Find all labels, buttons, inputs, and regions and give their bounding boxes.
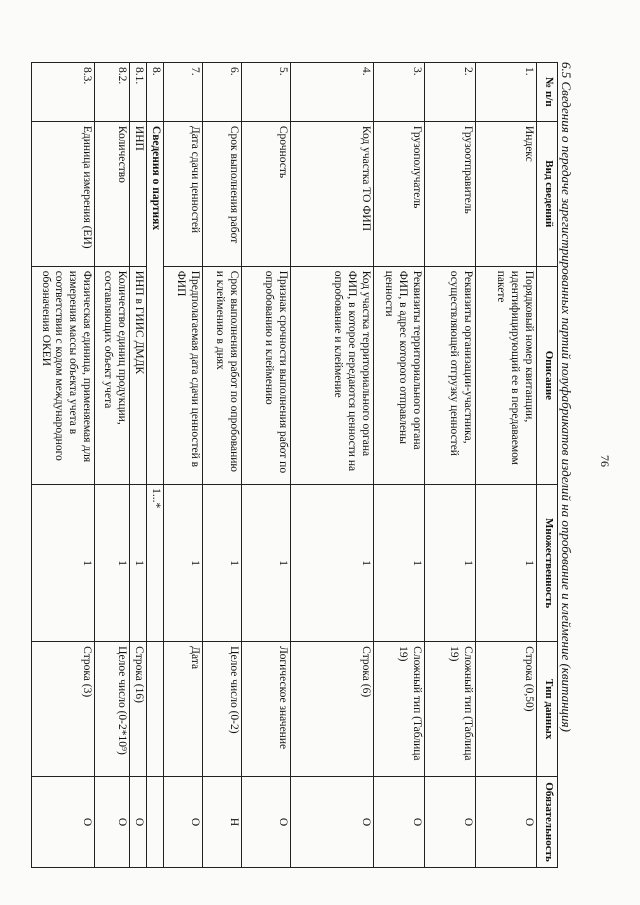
row-required: О — [291, 777, 374, 868]
row-required — [147, 777, 164, 868]
row-required: О — [32, 777, 95, 868]
row-number: 1. — [476, 63, 537, 122]
column-header: № п/п — [537, 63, 558, 122]
row-required: Н — [203, 777, 242, 868]
table-row — [203, 63, 242, 868]
row-multiplicity: 1 — [130, 485, 147, 642]
row-multiplicity: 1...* — [147, 485, 164, 642]
row-kind: Грузоотправитель — [425, 121, 476, 266]
column-header: Вид сведений — [537, 121, 558, 266]
table-header-row — [537, 63, 558, 868]
row-multiplicity: 1 — [164, 485, 203, 642]
row-multiplicity: 1 — [291, 485, 374, 642]
row-number: 7. — [164, 63, 203, 122]
row-type: Сложный тип (Таблица 19) — [374, 642, 425, 777]
row-number: 2. — [425, 63, 476, 122]
row-multiplicity: 1 — [203, 485, 242, 642]
table-row — [242, 63, 291, 868]
row-required: О — [476, 777, 537, 868]
row-multiplicity: 1 — [425, 485, 476, 642]
table-row — [374, 63, 425, 868]
row-type — [147, 642, 164, 777]
row-number: 6. — [203, 63, 242, 122]
page-number: 76 — [598, 455, 612, 467]
row-description: Код участка территориального органа ФИП, в которое передаются ценности на опробование и клеймение — [291, 266, 374, 484]
row-type: Строка (16) — [130, 642, 147, 777]
row-type: Целое число (0-2) — [203, 642, 242, 777]
row-kind: Срочность — [242, 121, 291, 266]
column-header: Множественность — [537, 485, 558, 642]
row-type: Целое число (0-2*10⁹) — [95, 642, 130, 777]
row-description: Срок выполнения работ по опробованию и клеймению в днях — [203, 266, 242, 484]
row-number: 8.1. — [130, 63, 147, 122]
table-row — [164, 63, 203, 868]
row-multiplicity: 1 — [32, 485, 95, 642]
row-description: Реквизиты территориального органа ФИП, в адрес которого отправлены ценности — [374, 266, 425, 484]
row-required: О — [242, 777, 291, 868]
row-kind: ИНП — [130, 121, 147, 266]
row-kind: Код участка ТО ФИП — [291, 121, 374, 266]
row-required: О — [374, 777, 425, 868]
table-row — [32, 63, 95, 868]
row-multiplicity: 1 — [476, 485, 537, 642]
row-number: 8.2. — [95, 63, 130, 122]
row-multiplicity: 1 — [95, 485, 130, 642]
row-description: Реквизиты организации-участника, осуществляющей отгрузку ценностей — [425, 266, 476, 484]
row-number: 8.3. — [32, 63, 95, 122]
row-kind: Дата сдачи ценностей — [164, 121, 203, 266]
column-header: Описание — [537, 266, 558, 484]
section-caption: 6.5 Сведения о передаче зарегистрированных партий полуфабрикатов изделий на опробование и клеймение (квитанция) — [559, 62, 574, 732]
row-description: ИНП в ГИИС ДМДК — [130, 266, 147, 484]
data-table — [31, 62, 558, 868]
row-required: О — [164, 777, 203, 868]
row-number: 3. — [374, 63, 425, 122]
row-required: О — [95, 777, 130, 868]
row-description: Порядковый номер квитанции, идентифицирующий ее в передаваемом пакете — [476, 266, 537, 484]
row-number: 4. — [291, 63, 374, 122]
column-header: Тип данных — [537, 642, 558, 777]
row-description: Физическая единица, применяемая для измерения массы объекта учета в соответствии с кодом международного обозначения ОКЕИ — [32, 266, 95, 484]
row-multiplicity: 1 — [374, 485, 425, 642]
row-type: Строка (0,50) — [476, 642, 537, 777]
row-description: Предполагаемая дата сдачи ценностей в ФИП — [164, 266, 203, 484]
table-row — [95, 63, 130, 868]
row-multiplicity: 1 — [242, 485, 291, 642]
row-number: 5. — [242, 63, 291, 122]
row-type: Логическое значение — [242, 642, 291, 777]
column-header: Обязательность — [537, 777, 558, 868]
row-type: Дата — [164, 642, 203, 777]
table-row — [130, 63, 147, 868]
row-kind: Грузополучатель — [374, 121, 425, 266]
row-type: Строка (3) — [32, 642, 95, 777]
row-kind: Единица измерения (ЕИ) — [32, 121, 95, 266]
row-required: О — [425, 777, 476, 868]
row-required: О — [130, 777, 147, 868]
row-kind: Индекс — [476, 121, 537, 266]
table-row — [425, 63, 476, 868]
row-type: Сложный тип (Таблица 19) — [425, 642, 476, 777]
row-description: Количество единиц продукции, составляющих объект учета — [95, 266, 130, 484]
table-row — [147, 63, 164, 868]
row-kind: Количество — [95, 121, 130, 266]
row-description: Признак срочности выполнения работ по опробованию и клеймению — [242, 266, 291, 484]
row-type: Строка (6) — [291, 642, 374, 777]
row-kind: Сведения о партиях — [147, 121, 164, 484]
table-row — [476, 63, 537, 868]
table-row — [291, 63, 374, 868]
row-number: 8. — [147, 63, 164, 122]
row-kind: Срок выполнения работ — [203, 121, 242, 266]
